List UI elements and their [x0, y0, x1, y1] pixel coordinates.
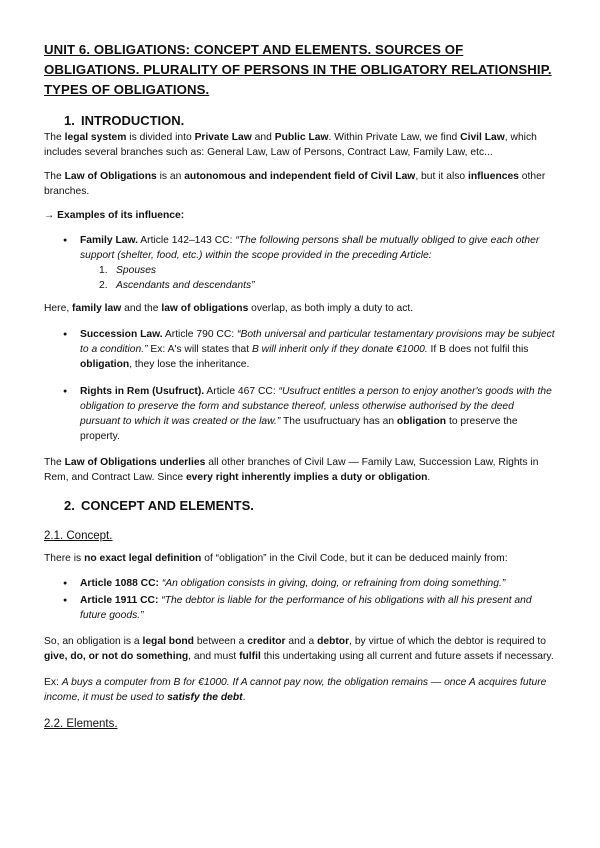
- section-1-heading: 1. INTRODUCTION.: [64, 113, 185, 128]
- list-item-article-1911: ● Article 1911 CC: “The debtor is liable for the performance of his obligations with all his present and future goods.”: [80, 593, 556, 623]
- unit-title: UNIT 6. OBLIGATIONS: CONCEPT AND ELEMENTS. SOURCES OF OBLIGATIONS. PLURALITY OF PERSONS IN THE OBLIGATORY RELATIONSHIP. TYPES OF OBLIGATIONS.: [44, 42, 552, 97]
- articles-list: [44, 576, 556, 623]
- succession-list: [44, 327, 556, 372]
- intro-paragraph: The legal system is divided into Private Law and Public Law. Within Private Law, we find Civil Law, which includes several branches such as: General Law, Law of Persons, Contract Law, Family Law, etc...: [44, 132, 537, 158]
- subsection-2-1-heading: 2.1. Concept.: [44, 530, 113, 542]
- section-2-heading: 2. CONCEPT AND ELEMENTS.: [64, 498, 254, 513]
- overlap-paragraph: Here, family law and the law of obligations overlap, as both imply a duty to act.: [44, 303, 414, 314]
- underlies-paragraph: The Law of Obligations underlies all other branches of Civil Law — Family Law, Succession Law, Rights in Rem, and Contract Law. Since every right inherently implies a duty or obligation.: [44, 457, 539, 483]
- example-paragraph: Ex: A buys a computer from B for €1000. If A cannot pay now, the obligation remains — once A acquires future income, it must be used to satisfy the debt.: [44, 677, 547, 703]
- legal-bond-paragraph: So, an obligation is a legal bond between a creditor and a debtor, by virtue of which the debtor is required to give, do, or not do something, and must fulfil this undertaking using all current and future assets if necessary.: [44, 636, 554, 662]
- subsection-2-2-heading: 2.2. Elements.: [44, 718, 118, 730]
- family-law-list: [44, 233, 556, 293]
- list-item-rights-in-rem: ● Rights in Rem (Usufruct). Article 467 CC: “Usufruct entitles a person to enjoy another's goods with the obligation to preserve the form and substance thereof, unless otherwise authorised by the deed pursuant to which it was created or the law.” The usufructuary has an obligation to preserve the property.: [80, 384, 556, 444]
- family-law-sublist: [80, 263, 556, 293]
- concept-paragraph: There is no exact legal definition of “obligation” in the Civil Code, but it can be deduced mainly from:: [44, 553, 508, 564]
- rights-in-rem-list: [44, 384, 556, 444]
- list-item-succession-law: ● Succession Law. Article 790 CC: “Both universal and particular testamentary provisions may be subject to a condition.” Ex: A's will states that B will inherit only if they donate €1000. If B does not fulfil this obligation, they lose the inheritance.: [80, 327, 556, 372]
- autonomous-paragraph: The Law of Obligations is an autonomous and independent field of Civil Law, but it also influences other branches.: [44, 171, 546, 197]
- list-item-spouses: 1. Spouses: [99, 265, 157, 276]
- list-item-ascendants: 2. Ascendants and descendants”: [99, 280, 255, 291]
- examples-heading: → Examples of its influence:: [44, 210, 185, 221]
- list-item-article-1088: ● Article 1088 CC: “An obligation consists in giving, doing, or refraining from doing something.”: [80, 576, 556, 591]
- list-item-family-law: ● Family Law. Article 142–143 CC: “The following persons shall be mutually obliged to give each other support (shelter, food, etc.) within the scope provided in the preceding Article: 1. Spouses 2. Ascendants and descendants”: [80, 233, 556, 293]
